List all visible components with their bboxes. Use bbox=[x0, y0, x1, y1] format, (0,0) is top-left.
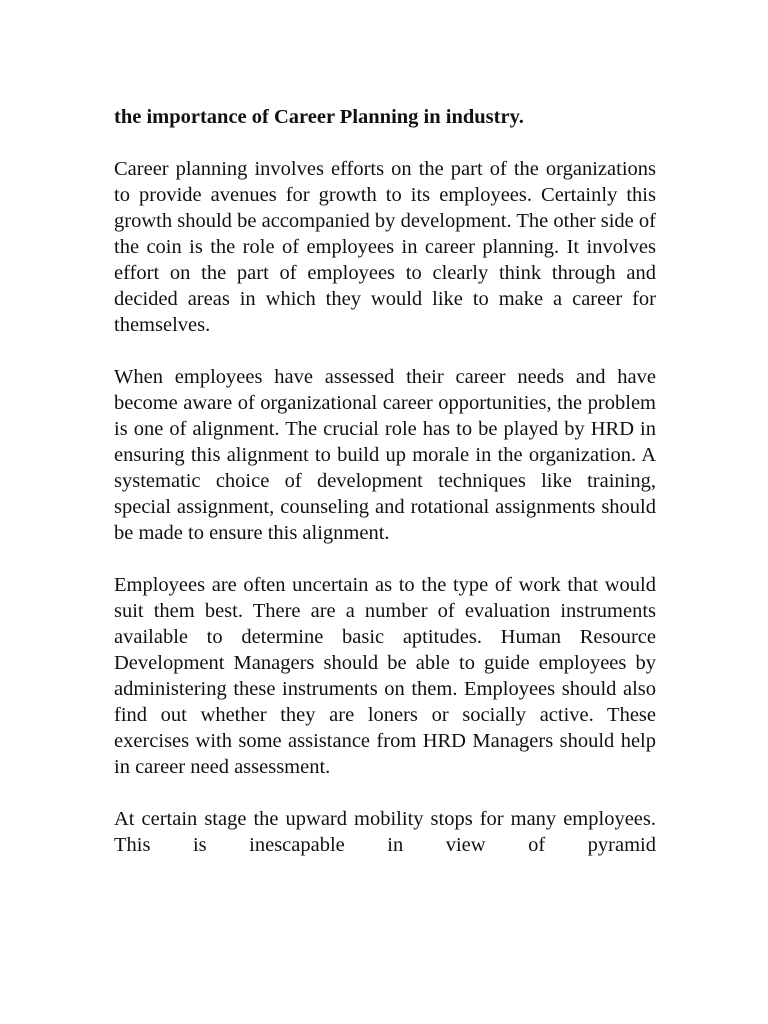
paragraph-4: At certain stage the upward mobility stops for many employees. This is inescapable in view of pyramid bbox=[114, 808, 656, 856]
paragraph-3: Employees are often uncertain as to the type of work that would suit them best. There are a number of evaluation instruments available to determine basic aptitudes. Human Resource Development Managers should be able to guide employees by administering these instruments on them. Employees should also find out whether they are loners or socially active. These exercises with some assistance from HRD Managers should help in career need assessment. bbox=[114, 574, 656, 778]
paragraph-1: Career planning involves efforts on the part of the organizations to provide avenues for growth to its employees. Certainly this growth should be accompanied by development. The other side of the coin is the role of employees in career planning. It involves effort on the part of employees to clearly think through and decided areas in which they would like to make a career for themselves. bbox=[114, 158, 656, 336]
document-page bbox=[114, 104, 656, 858]
document-title: the importance of Career Planning in industry. bbox=[114, 106, 524, 128]
paragraph-2: When employees have assessed their career needs and have become aware of organizational career opportunities, the problem is one of alignment. The crucial role has to be played by HRD in ensuring this alignment to build up morale in the organization. A systematic choice of development techniques like training, special assignment, counseling and rotational assignments should be made to ensure this alignment. bbox=[114, 366, 656, 544]
